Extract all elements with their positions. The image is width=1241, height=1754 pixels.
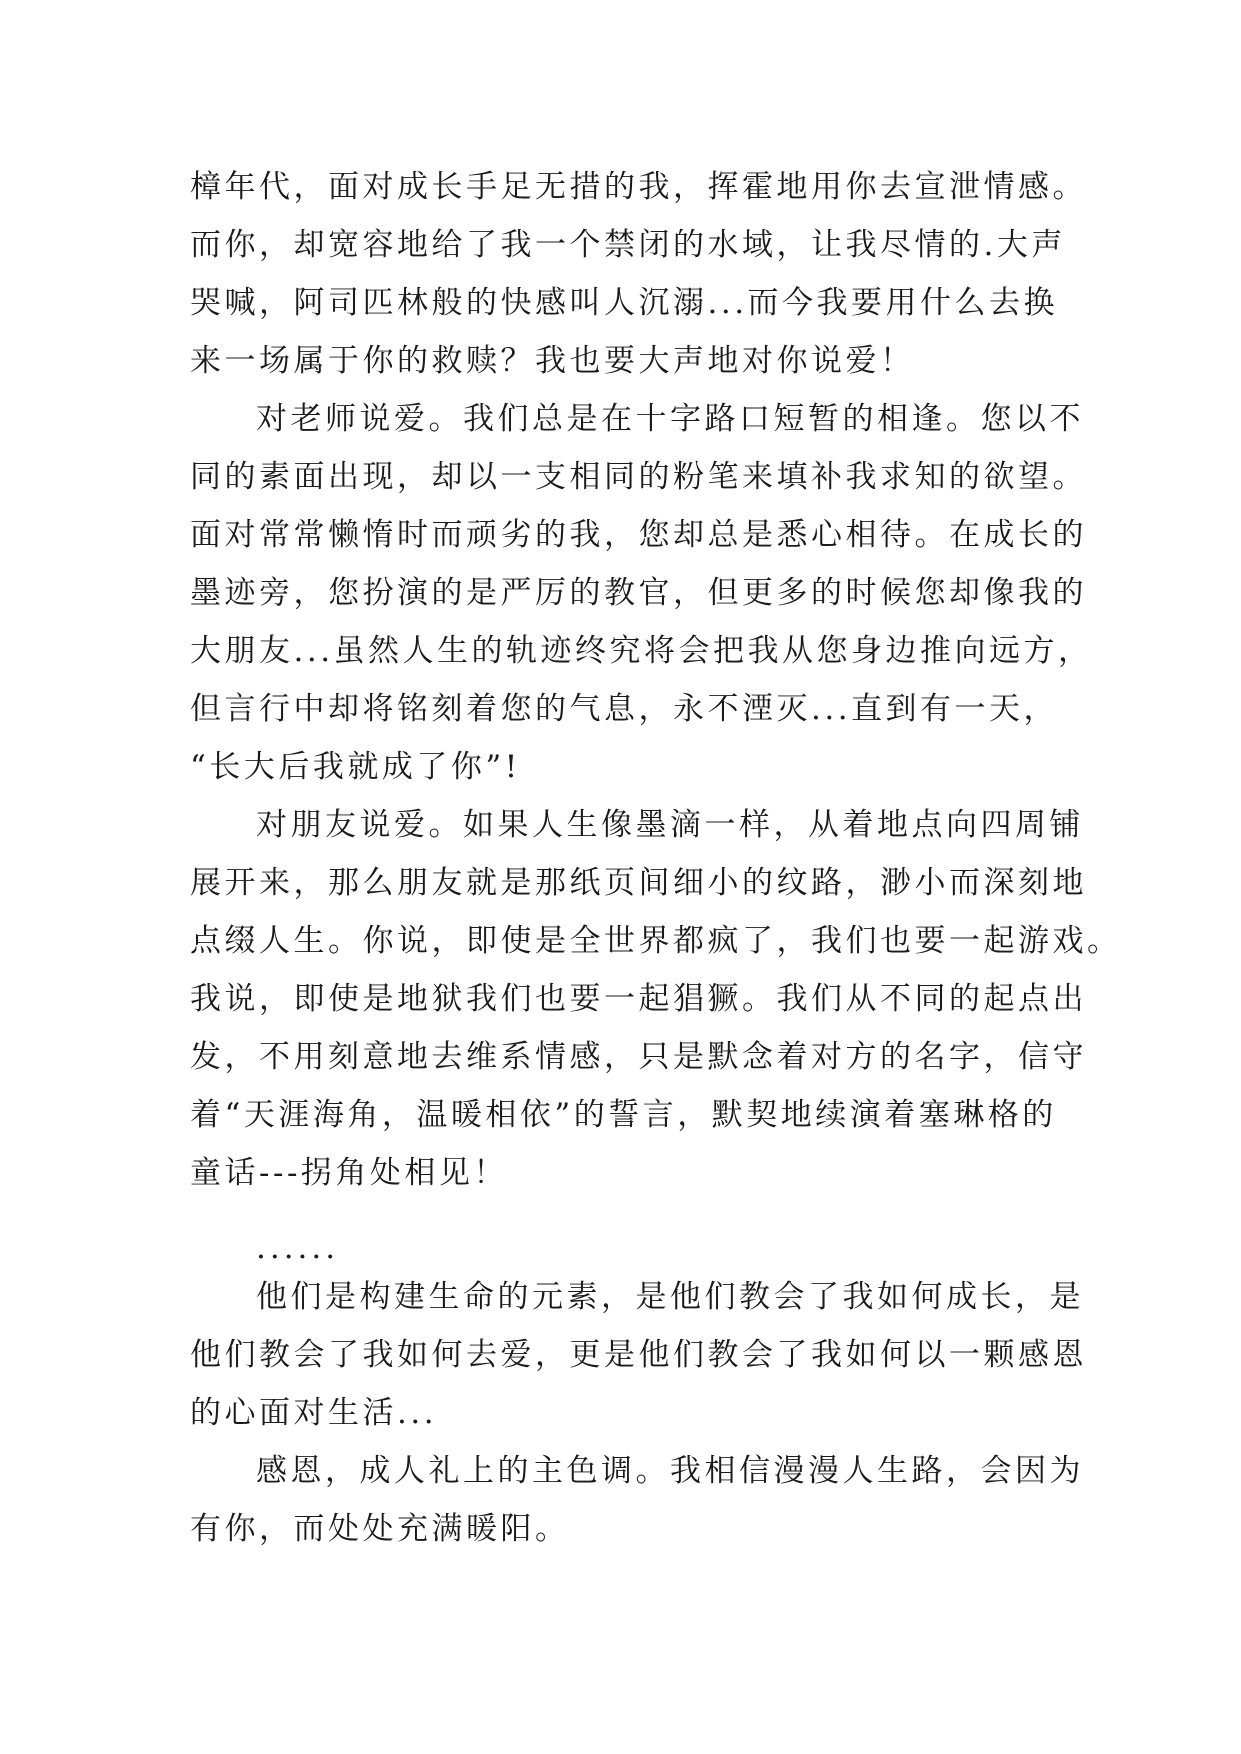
paragraph-friend xyxy=(190,796,1122,1202)
paragraph-gratitude xyxy=(190,1442,1084,1558)
text-line: 樟年代，面对成长手足无措的我，挥霍地用你去宣泄情感。 xyxy=(190,169,1087,205)
text-line: 来一场属于你的救赎？我也要大声地对你说爱！ xyxy=(190,343,915,379)
text-line: 发，不用刻意地去维系情感，只是默念着对方的名字，信守 xyxy=(190,1039,1087,1075)
text-line: 墨迹旁，您扮演的是严厉的教官，但更多的时候您却像我的 xyxy=(190,575,1087,611)
text-line: 有你，而处处充满暖阳。 xyxy=(190,1511,570,1547)
paragraph-continuation xyxy=(190,158,1087,390)
paragraph-teacher xyxy=(190,390,1093,796)
text-line: 面对常常懒惰时而顽劣的我，您却总是悉心相待。在成长的 xyxy=(190,517,1087,553)
paragraph-spacer xyxy=(190,1202,1070,1228)
text-line: 哭喊，阿司匹林般的快感叫人沉溺...而今我要用什么去换 xyxy=(190,285,1059,321)
text-line: 的心面对生活... xyxy=(190,1395,438,1431)
paragraph-elements xyxy=(190,1268,1087,1442)
text-line: 点缀人生。你说，即使是全世界都疯了，我们也要一起游戏。 xyxy=(190,923,1122,959)
text-line: 但言行中却将铭刻着您的气息，永不湮灭...直到有一天， xyxy=(190,691,1059,727)
text-line: 同的素面出现，却以一支相同的粉笔来填补我求知的欲望。 xyxy=(190,459,1087,495)
text-line: 他们是构建生命的元素，是他们教会了我如何成长，是 xyxy=(256,1279,1084,1315)
article-body xyxy=(190,158,1122,1558)
text-line: 我说，即使是地狱我们也要一起猖獗。我们从不同的起点出 xyxy=(190,981,1087,1017)
ellipsis-line: ...... xyxy=(256,1230,340,1266)
text-line: 对朋友说爱。如果人生像墨滴一样，从着地点向四周铺 xyxy=(256,807,1084,843)
text-line: 童话---拐角处相见！ xyxy=(190,1155,508,1191)
text-line: 他们教会了我如何去爱，更是他们教会了我如何以一颗感恩 xyxy=(190,1337,1087,1373)
text-line: 而你，却宽容地给了我一个禁闭的水域，让我尽情的.大声 xyxy=(190,227,1066,263)
text-line: 展开来，那么朋友就是那纸页间细小的纹路，渺小而深刻地 xyxy=(190,865,1087,901)
text-line: 大朋友...虽然人生的轨迹终究将会把我从您身边推向远方， xyxy=(190,633,1093,669)
text-line: 对老师说爱。我们总是在十字路口短暂的相逢。您以不 xyxy=(256,401,1084,437)
text-line: 感恩，成人礼上的主色调。我相信漫漫人生路，会因为 xyxy=(256,1453,1084,1489)
text-line: 着“天涯海角，温暖相依”的誓言，默契地续演着塞琳格的 xyxy=(190,1097,1057,1133)
text-line: “长大后我就成了你”! xyxy=(190,749,521,785)
